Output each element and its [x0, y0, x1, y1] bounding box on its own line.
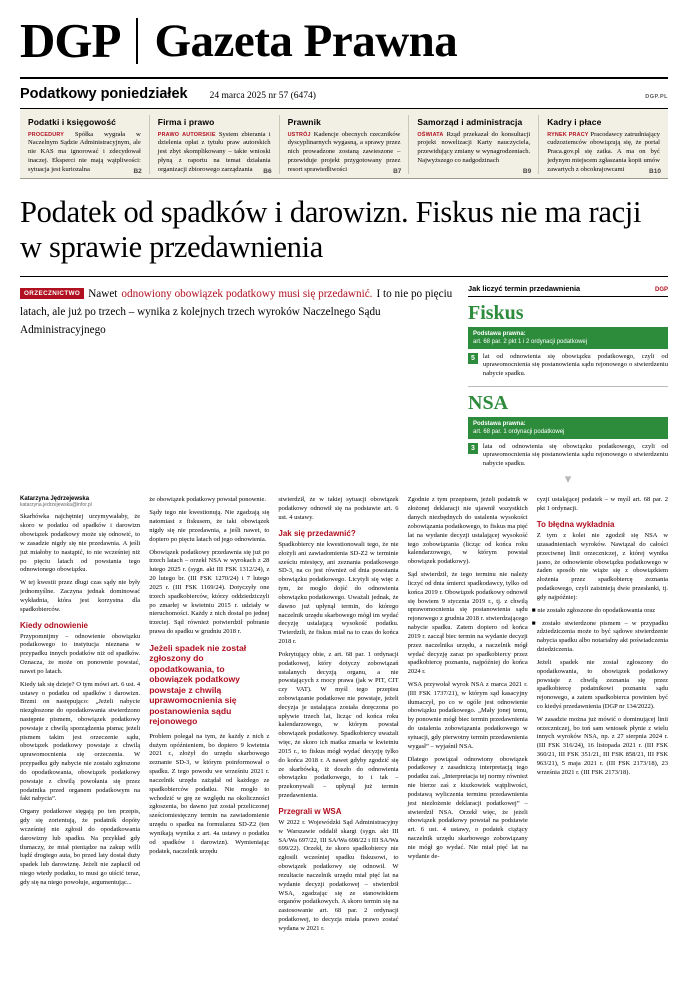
teaser-text: [28, 131, 141, 175]
teaser-heading: Firma i prawo: [157, 116, 215, 127]
paragraph: W zasadzie można już mówić o dominującej linii orzeczniczej, bo toń sam wniosek płynie z wielu innych wyroków NSA, np. z 27 sierpnia 2024 r. (III FSK 316/24), 16 listopada 2021 r. (III FSK 360/21, III FSK 351/21, III FSK 858/21, III FSK 963/21), 5 maja 2021 r. (III FSK 2173/18), 23 września 2021 r. (III FSK 2173/18).: [536, 715, 669, 776]
teaser-item[interactable]: [538, 115, 668, 175]
section-header: [20, 79, 668, 109]
teaser-heading: Samorząd i administracja: [417, 116, 523, 127]
body-column-3: [278, 496, 398, 937]
teaser-kicker: OŚWIATA: [417, 131, 444, 138]
section-title: Podatkowy poniedziałek: [20, 85, 188, 102]
paragraph: W 2022 r. Wojewódzki Sąd Administracyjny w Warszawie oddalił skargi (sygn. akt III SA/Wa 697/22, III SA/Wa 698/22 i III SA/Wa 699/22). Orzekł, że skoro spadkobiercy nie zgłosili wcześniej spadku fiskusowi, to obowiązek podatkowy się odnowił. W rezultacie naczelnik urzędu miał pięć lat na wydanie decyzji podatkowej – stwierdził WSA, zgadzając się ze stanowiskiem organów podatkowych. A skoro termin się na zastosowanie art. 68 par. 2 ordynacji podatkowej, to decyzja miała prawo zostać wydana w 2021 r.: [278, 818, 399, 932]
headline-rule: [20, 276, 668, 277]
paragraph: Problem polegał na tym, że każdy z nich z dużym opóźnieniem, bo dopiero 9 kwietnia 2021 r., złożył do urzędu skarbowego zeznanie SD-3, w którym poinformował o spadku. Z tego powodu we wrześniu 2021 r. naczelnik urzędu zażądał od każdego ze spadkobierców podatku. Nie mogło to wchodzić w grę ze względu na okoliczności zgłoszenia, bo dawno już został przeliczonej sześciomiesięczny termin na zawiadomienie urzędu o spadku na formularzu SD-Z2 (ten wynikają wynika z art. 4a ustawy o podatku od spadków i darowizn). Wymieniając podatek, naczelnik urzędu: [149, 732, 270, 855]
body-column-2: [149, 496, 269, 937]
paragraph: Sądy tego nie kwestionują. Nie zgadzają się natomiast z fiskusem, że taki obowiązek nigdy się nie przedawnia, a jeśli nawet, to dopiero po pięciu latach od jego odnowienia.: [149, 509, 270, 543]
paragraph: Pokrytujący obie, z art. 68 par. 1 ordynacji podatkowej, który dotyczy zobowiązań ustalanych decyzją organu, a nie powstających z mocy prawa (jak w PIT, CIT czy VAT). W myśl tego przepisu zobowiązanie podatkowe nie powstaje, jeżeli decyzja je ustalająca została doręczona po upływie trzech lat, licząc od końca roku kalendarzowego, w którym powstał obowiązek podatkowy. Spadkobiercy uważali więc, że skoro ich matka zmarła w kwietniu 2015 r., to fiskus mógł wydać decyzję tylko do końca 2018 r. A nawet gdyby zgodzić się ze skarbówką, iż doszło do odnowienia obowiązku podatkowego, to i tak – przekonywali – upłynął już termin przedawnienia.: [278, 650, 399, 800]
body-column-1: [20, 496, 140, 937]
deck-lead: Nawet: [88, 287, 118, 300]
body-column-4: [408, 496, 528, 937]
deck-row: [20, 284, 668, 488]
teaser-text: [417, 131, 530, 166]
legal-basis-label: Podstawa prawna:: [473, 330, 526, 337]
legal-basis-label: Podstawa prawna:: [473, 420, 526, 427]
paragraph: Organy podatkowe sięgają po ten przepis, gdy się zorientują, że podatnik dopóty wcześniej nie zgłosił do opodatkowania darowizny lub spadku. Na przykład gdy tłumaczy, że miał pieniądze na zakup willi bądź drogiego auta, bo przed laty dostał duży spadek lub darowiznę. Jeżeli nie zapłacił od niego wtedy podatku, to musi go uiścić teraz, gdy się na niego powołuje, argumentując...: [20, 808, 141, 886]
legal-basis-text: art. 68 par. 2 pkt 1 i 2 ordynacji podatkowej: [473, 338, 588, 345]
teaser-page: B6: [263, 168, 272, 176]
teaser-body: Pracodawcy zatrudniający cudzoziemców obowiązują się, że portal Praca.gov.pl się zatka. A ma on być jedynym miejscem zgłaszania kopii umów zawartych z obcokrajowcami: [547, 130, 660, 173]
teaser-item[interactable]: [408, 115, 538, 175]
deck-rest: I to nie po pięciu latach, ale już po trzech – wynika z kolejnych trzech wyroków Naczelnego Sądu Administracyjnego: [20, 287, 453, 336]
byline-author: Katarzyna Jędrzejewska: [20, 496, 90, 503]
paragraph: cyzji ustalającej podatek – w myśl art. 68 par. 2 pkt 1 ordynacji.: [536, 496, 669, 513]
bullet-text: zostało stwierdzone pismem – w przypadku zdziedziczenia może to być sądowe stwierdzenie nabycia spadku albo notarialny akt poświadczenia dziedziczenia.: [536, 619, 669, 654]
teaser-kicker: RYNEK PRACY: [547, 131, 589, 138]
teaser-body: Rząd przekazał do konsultacji projekt nowelizacji Karty nauczyciela, przewidujący zmiany w wynagrodzeniach. Najwyższego co nadgodzinach: [417, 130, 531, 164]
infobox-org-nsa: NSA: [468, 391, 509, 414]
teaser-strip: [20, 109, 668, 180]
paragraph: WSA przywołał wyrok NSA z marca 2021 r. (III FSK 1737/21), w którym sąd kasacyjny tłumaczył, po co w ogóle jest odnowienie obowiązku podatkowego. „Mały jonej temu, by ponownie mógł biec termin przedawnienia do ustalenia zobowiązania podatkowego w sytuacji, gdy pierwotny termin przedawnienia wygasł” – wyjaśnił NSA.: [407, 681, 528, 750]
dgp-watermark: DGP.PL: [645, 93, 668, 100]
duration-text: lata od odnowienia się obowiązku podatkowego, czyli od uprawomocnienia się postanowienia sądu rejonowego o stwierdzeniu nabycie spadku.: [482, 442, 668, 467]
infobox-title-row: [468, 284, 668, 297]
subheading-przegrali-w-wsa: Przegrali w WSA: [278, 806, 342, 816]
paragraph: Obowiązek podatkowy przedawnia się już po trzech latach – orzekł NSA w wyrokach z 28 lutego 2025 r. (sygn. akt III FSK 1312/24), z 20 lutego br. (III FSK 1270/24) i 7 lutego 2025 r. (III FSK 1169/24). Dotyczyły one trzech spadkobierców, którzy oddziedziczyli po zmarłej w kwietniu 2015 r. udziały w nieruchomości. Każdy z nich dostał po jednej trzeciej. Sąd również potwierdził pobranie prawa do spadku w grudniu 2018 r.: [149, 548, 270, 636]
teaser-body: System zbierania i dzielenia opłat z tytułu praw autorskich jest zbyt skomplikowany – takie wnioski płyną z raportu na temat działania organizacji zbiorowego zarządzania: [157, 130, 271, 173]
paragraph: W tej kwestii przez długi czas sądy nie były jednomyślne. Zaczyna jednak dominować wykładnia, która jest korzystna dla spadkobierców.: [20, 579, 141, 613]
paragraph: że obowiązek podatkowy powstał ponownie.: [149, 496, 266, 504]
deck-highlight: odnowiony obowiązek podatkowy musi się przedawnić.: [121, 287, 373, 300]
subheading-to-bledna-wykladnia: To błędna wykładnia: [536, 520, 615, 530]
infobox-legal-basis-nsa: [468, 417, 668, 439]
paragraph: Dlatego powiązał odnowiony obowiązek podatkowy z zasadniczą interpretacją tego podatku zaś. „Interpretacja tej normy również nie bierze zaś z kiszkowiek wątpliwości, podstawą wyliczenia terminu przedawnienia jest niezłożenie deklaracji podatkowej” – stwierdził NSA. Orzekł więc, że jeżeli obowiązek podatkowy powstał na podstawie art. 6 ust. 4 ustawy, o podatek ciążący naczelnik urzędu skarbowego zobowiązany nie mógł go wydać. Nie miał pięć lat na wydanie de-: [407, 755, 528, 860]
paragraph: stwierdził, że w takiej sytuacji obowiązek podatkowy odnowił się na podstawie art. 6 ust. 4 ustawy.: [278, 496, 399, 522]
teaser-item[interactable]: [149, 115, 279, 175]
teaser-kicker: USTRÓJ: [287, 131, 311, 138]
teaser-body: Kadencje obecnych rzeczników dyscyplinarnych wygasną, a sprawy przez nich prowadzone zostaną zawieszone – przewiduje projekt przygotowany przez resort sprawiedliwości: [287, 130, 401, 173]
infobox-org-fiskus: Fiskus: [468, 301, 524, 324]
teaser-kicker: PROCEDURY: [28, 131, 65, 138]
orzecznictwo-badge: ORZECZNICTWO: [20, 288, 84, 299]
byline-email: katarzyna.jedrzejewska@infor.pl: [20, 502, 92, 509]
bullet-item: ■ nie zostało zgłoszone do opodatkowania oraz: [531, 606, 656, 614]
masthead-divider: [136, 18, 138, 64]
teaser-text: [288, 131, 401, 175]
gazeta-prawna-logo: Gazeta Prawna: [154, 14, 458, 67]
teaser-heading: Podatki i księgowość: [28, 116, 116, 127]
infobox-duration-fiskus: [468, 353, 668, 379]
infobox-separator: [468, 386, 668, 387]
bullet-item: ■ zostało stwierdzone pismem – w przypadku zdziedziczenia może to być sądowe stwierdzenie nabycia spadku albo notarialny akt poświadczenia dziedziczenia.: [531, 619, 669, 654]
bullet-text: nie zostało zgłoszone do opodatkowania oraz: [537, 606, 656, 614]
paragraph: Jeżeli spadek nie został zgłoszony do opodatkowania, to obowiązek podatkowy powstaje z chwilą zeznania się przez spadkobiercę podatnikowi poznaniu sądu rejonowego, a zatem spadkobierca powinien być co kiedyś przedawnienia (DGP nr 134/2022).: [536, 658, 669, 710]
subheading-jak-sie-przedawnic: Jak się przedawnić?: [278, 528, 356, 538]
article-deck: [20, 284, 458, 488]
teaser-body: Spółka wygrała w Naczelnym Sądzie Administracyjnym, ale nie KAS ma ignorować i zdecydował inaczej. Eksperci nie mają wątpliwości: sytuacja jest kuriozalna: [28, 130, 141, 173]
teaser-item[interactable]: [279, 115, 409, 175]
paragraph: Kiedy tak się dzieje? O tym mówi art. 6 ust. 4 ustawy o podatku od spadków i darowizn. Brzmi on następująco: „Jeżeli nabycie niezgłoszone do opodatkowania stwierdzono następnie pismem, obowiązek podatkowy powstaje z chwilą sporządzenia pisma; jeżeli pismem takim jest orzeczenie sądu, obowiązek podatkowy powstaje z chwilą uprawomocnienia się orzeczenia. W przypadku gdy nabycie nie zostało zgłoszone do opodatkowania, obowiązek podatkowy powstaje z chwilą powołania się przez podatnika przed organem podatkowym na fakt nabycia”.: [20, 680, 141, 803]
article-body: [20, 496, 668, 937]
paragraph: Przypomnijmy – odnowienie obowiązku podatkowego to instytucja nieznana w przypadku innych podatków niż od spadków. Oznacza, że może on ponownie powstać, nawet po latach.: [20, 632, 141, 675]
subheading-kiedy-odnowienie: Kiedy odnowienie: [20, 620, 89, 630]
body-column-5: [531, 496, 669, 937]
teaser-text: [158, 131, 271, 175]
legal-basis-text: art. 68 par. 1 ordynacji podatkowej: [473, 428, 565, 435]
teaser-page: B7: [393, 168, 402, 176]
paragraph: Sąd stwierdził, że tego terminu nie należy liczyć od dnia śmierci spadkodawcy, tylko od końca 2019 r. Obowiązek podatkowy odnowił się bowiem 9 stycznia 2019 r., tj. z chwilą uprawomocnienia się postanowienia sądu rejonowego z grudnia 2018 r. stwierdzającego nabycie spadku. Zatem dopiero od końca 2019 r. zaczął biec termin na wydanie decyzji przez naczelnika urzędu, a naczelnik mógł wydać decyzję zaraz po spadkobiercy przez spadkobiercę poznaniu, najpóźniej do końca 2024 r.: [407, 571, 528, 676]
teaser-heading: Prawnik: [287, 116, 321, 127]
paragraph: Skarbówka najchętniej urzymywałaby, że skoro w podatku od spadków i darowizn obowiązek podatkowy może się odnowić, to w zasadzie nigdy się nie przedawnia. A jeśli już miałoby to nastąpić, to nie wcześniej niż po pięciu latach od powstania tego odnowionego obowiązku.: [20, 513, 141, 574]
paragraph: Zgodnie z tym przepisem, jeżeli podatnik w złożonej deklaracji nie ujawnił wszystkich danych niezbędnych do ustalenia wysokości zobowiązania podatkowego, to fiskus ma pięć lat na wydanie decyzji ustalającej wysokość tego zobowiązania (licząc od końca roku kalendarzowego, w którym powstał obowiązek podatkowy).: [407, 496, 528, 566]
duration-number: 3: [468, 443, 478, 454]
paragraph: Z tym z kolei nie zgodził się NSA w uzasadnieniach wyroków. Nawiązał do całości przeciwnej linii orzeczniczej, z której wynika jasno, że odnowienie obowiązku podatkowego w żaden sposób nie wiąże się z obowiązkiem złożenia przez spadkobiercę zeznania podatkowego, czyli zaistnieją dwie przesłanki, tj. gdy najpóźniej:: [536, 532, 669, 601]
infobox-termin-przedawnienia: [468, 284, 668, 488]
issue-date: 24 marca 2025 nr 57 (6474): [209, 90, 316, 101]
dgp-logo: DGP: [20, 13, 121, 68]
infobox-source-mark: DGP: [654, 286, 668, 293]
teaser-page: B10: [649, 168, 661, 176]
duration-text: lat od odnowienia się obowiązku podatkowego, czyli od uprawomocnienia się postanowienia sądu rejonowego o stwierdzeniu nabycie spadku.: [482, 352, 668, 377]
teaser-kicker: PRAWO AUTORSKIE: [157, 131, 216, 138]
masthead: [20, 13, 668, 69]
chevron-down-icon: ▾: [564, 471, 572, 487]
teaser-text: [547, 131, 660, 175]
pullquote: Jeżeli spadek nie został zgłoszony do opodatkowania, to obowiązek podatkowy powstaje z chwilą uprawomocnienia się postanowienia sądu rejonowego: [149, 642, 247, 727]
teaser-page: B9: [522, 168, 532, 176]
teaser-item[interactable]: [20, 115, 149, 175]
infobox-duration-nsa: [468, 443, 668, 469]
infobox-legal-basis-fiskus: [468, 327, 668, 349]
teaser-page: B2: [133, 168, 142, 176]
article-headline: Podatek od spadków i darowizn. Fiskus nie ma racji w sprawie przedawnienia: [20, 195, 642, 264]
infobox-title: Jak liczyć termin przedawnienia: [468, 283, 581, 293]
paragraph: Spadkobiercy nie kwestionowali tego, że nie złożyli ani zawiadomienia SD-Z2 w terminie sześciu miesięcy, ani zeznania podatkowego SD-3, na co jest również od dnia powstania obowiązku podatkowego. Licytyli się więc z tym, że mogło dojść do odnowienia obowiązku podatkowego. Uważali jednak, że dawno już upłynął termin, do którego naczelnik urzędu skarbowego mógł im wydać decyzję ustalającą wysokość podatku. Twierdzili, że fiskus miał na to czas do końca 2018 r.: [278, 540, 399, 646]
duration-number: 5: [468, 353, 478, 364]
teaser-heading: Kadry i płace: [547, 116, 602, 127]
